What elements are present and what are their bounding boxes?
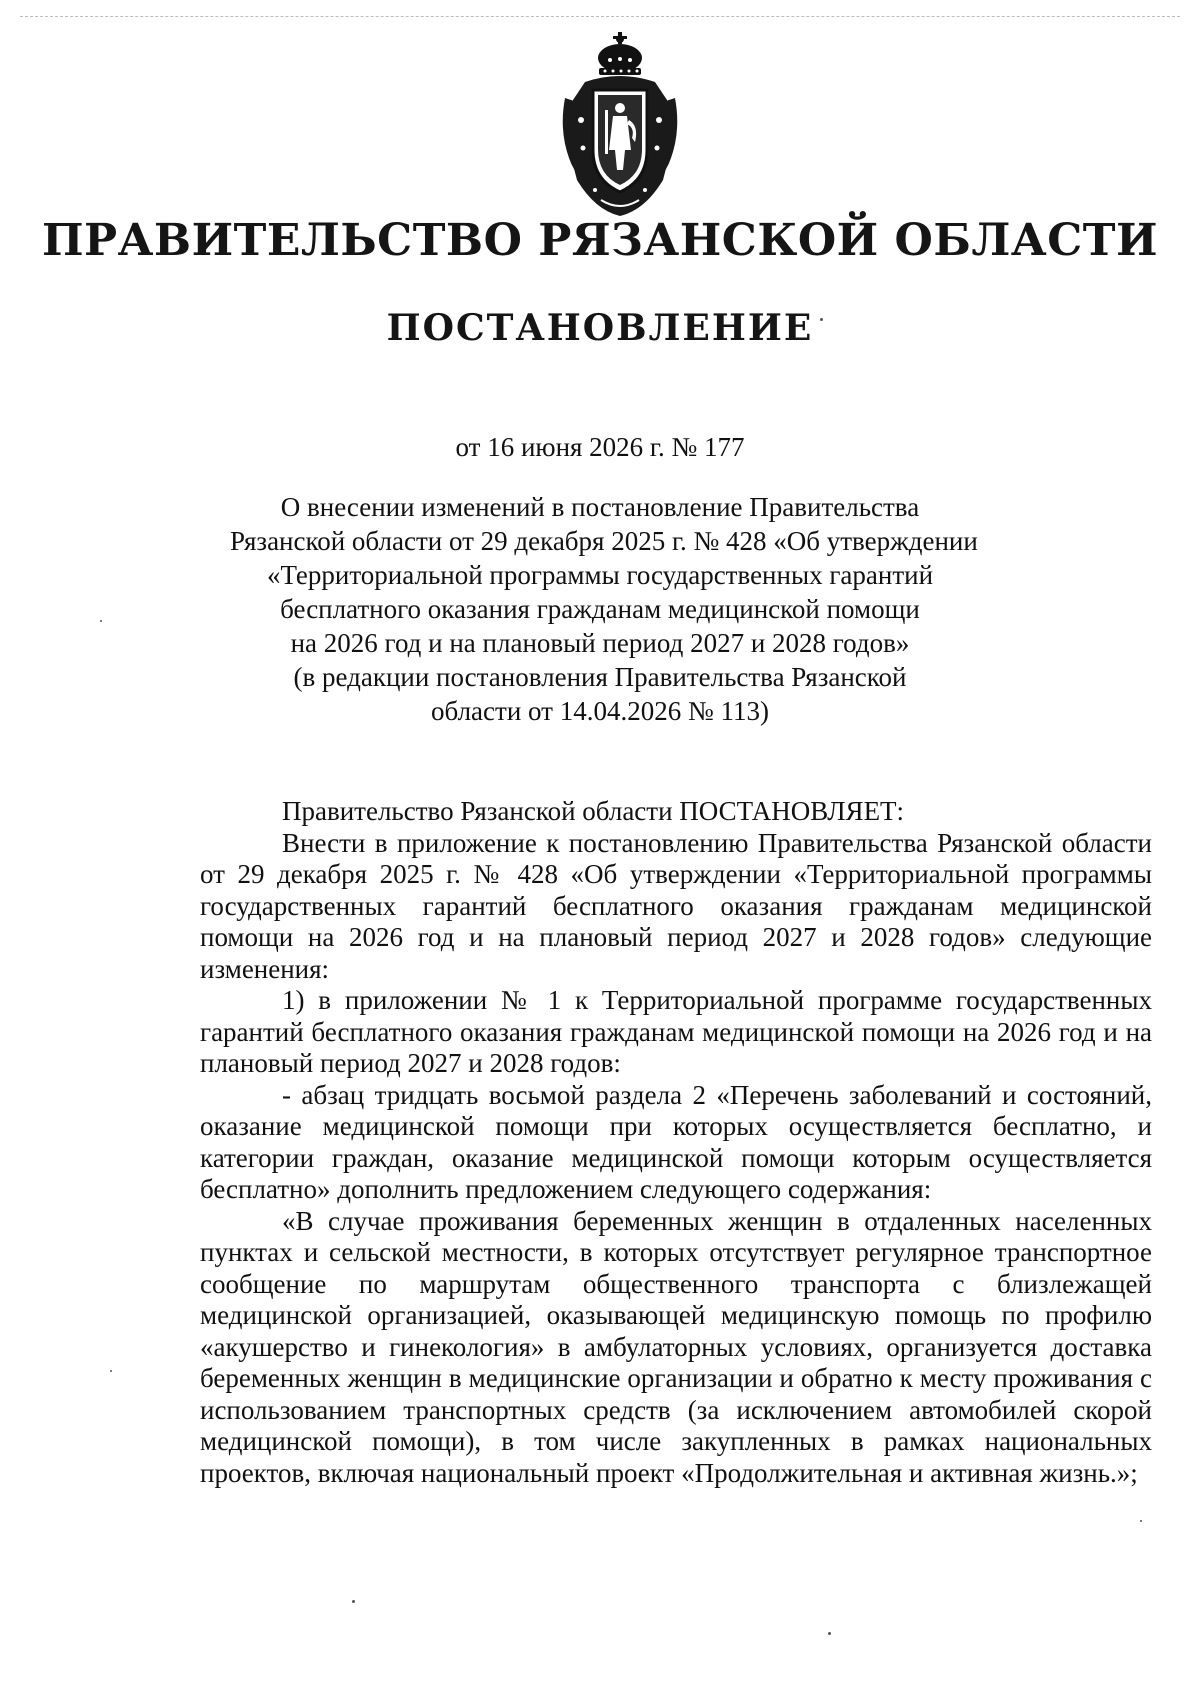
document-type: ПОСТАНОВЛЕНИЕ	[386, 307, 814, 349]
heading-line: «Территориальной программы государственных гарантий	[266, 560, 934, 590]
heading-line: бесплатного оказания гражданам медицинской помощи	[280, 594, 920, 624]
heading-line: (в редакции постановления Правительства Рязанской	[293, 662, 907, 692]
scan-speck	[820, 318, 823, 321]
body-paragraph: «В случае проживания беременных женщин в отдаленных населенных пунктах и сельской местности, в которых отсутствует регулярное транспортное сообщение по маршрутам общественного транспорта с близлежащей медицинской организацией, оказывающей медицинскую помощь по профилю «акушерство и гинекология» в амбулаторных условиях, организуется доставка беременных женщин в медицинские организации и обратно к месту проживания с использованием транспортных средств (за исключением автомобилей скорой медицинской помощи), в том числе закупленных в рамках национальных проектов, включая национальный проект «Продолжительная и активная жизнь.»;	[200, 1205, 1152, 1488]
heading-line: на 2026 год и на плановый период 2027 и 2028 годов»	[290, 628, 910, 658]
scan-speck	[352, 1600, 355, 1603]
scan-top-edge	[20, 16, 1180, 17]
document-heading	[230, 490, 978, 728]
heading-line: О внесении изменений в постановление Правительства	[280, 492, 920, 522]
scan-speck	[1140, 1520, 1142, 1522]
date-and-number: от 16 июня 2026 г. № 177	[455, 432, 745, 462]
scan-speck	[110, 1370, 112, 1372]
coat-of-arms-icon	[555, 30, 685, 218]
scan-speck	[828, 1632, 831, 1635]
body-paragraph: 1) в приложении № 1 к Территориальной программе государственных гарантий бесплатного оказания гражданам медицинской помощи на 2026 год и на плановый период 2027 и 2028 годов:	[200, 985, 1152, 1078]
decree-statement: Правительство Рязанской области ПОСТАНОВЛЯЕТ:	[282, 796, 905, 826]
heading-line: области от 14.04.2026 № 113)	[431, 696, 769, 726]
body-paragraph: Внести в приложение к постановлению Правительства Рязанской области от 29 декабря 2025 г. № 428 «Об утверждении «Территориальной программы государственных гарантий бесплатного оказания гражданам медицинской помощи на 2026 год и на плановый период 2027 и 2028 годов» следующие изменения:	[200, 827, 1152, 984]
document-body	[200, 796, 1152, 1489]
government-title: ПРАВИТЕЛЬСТВО РЯЗАНСКОЙ ОБЛАСТИ	[41, 215, 1159, 266]
heading-line: Рязанской области от 29 декабря 2025 г. № 428 «Об утверждении	[230, 526, 978, 556]
body-paragraph: - абзац тридцать восьмой раздела 2 «Перечень заболеваний и состояний, оказание медицинской помощи при которых осуществляется бесплатно, и категории граждан, оказание медицинской помощи которым осуществляется бесплатно» дополнить предложением следующего содержания:	[200, 1079, 1152, 1204]
scan-speck	[100, 620, 102, 622]
